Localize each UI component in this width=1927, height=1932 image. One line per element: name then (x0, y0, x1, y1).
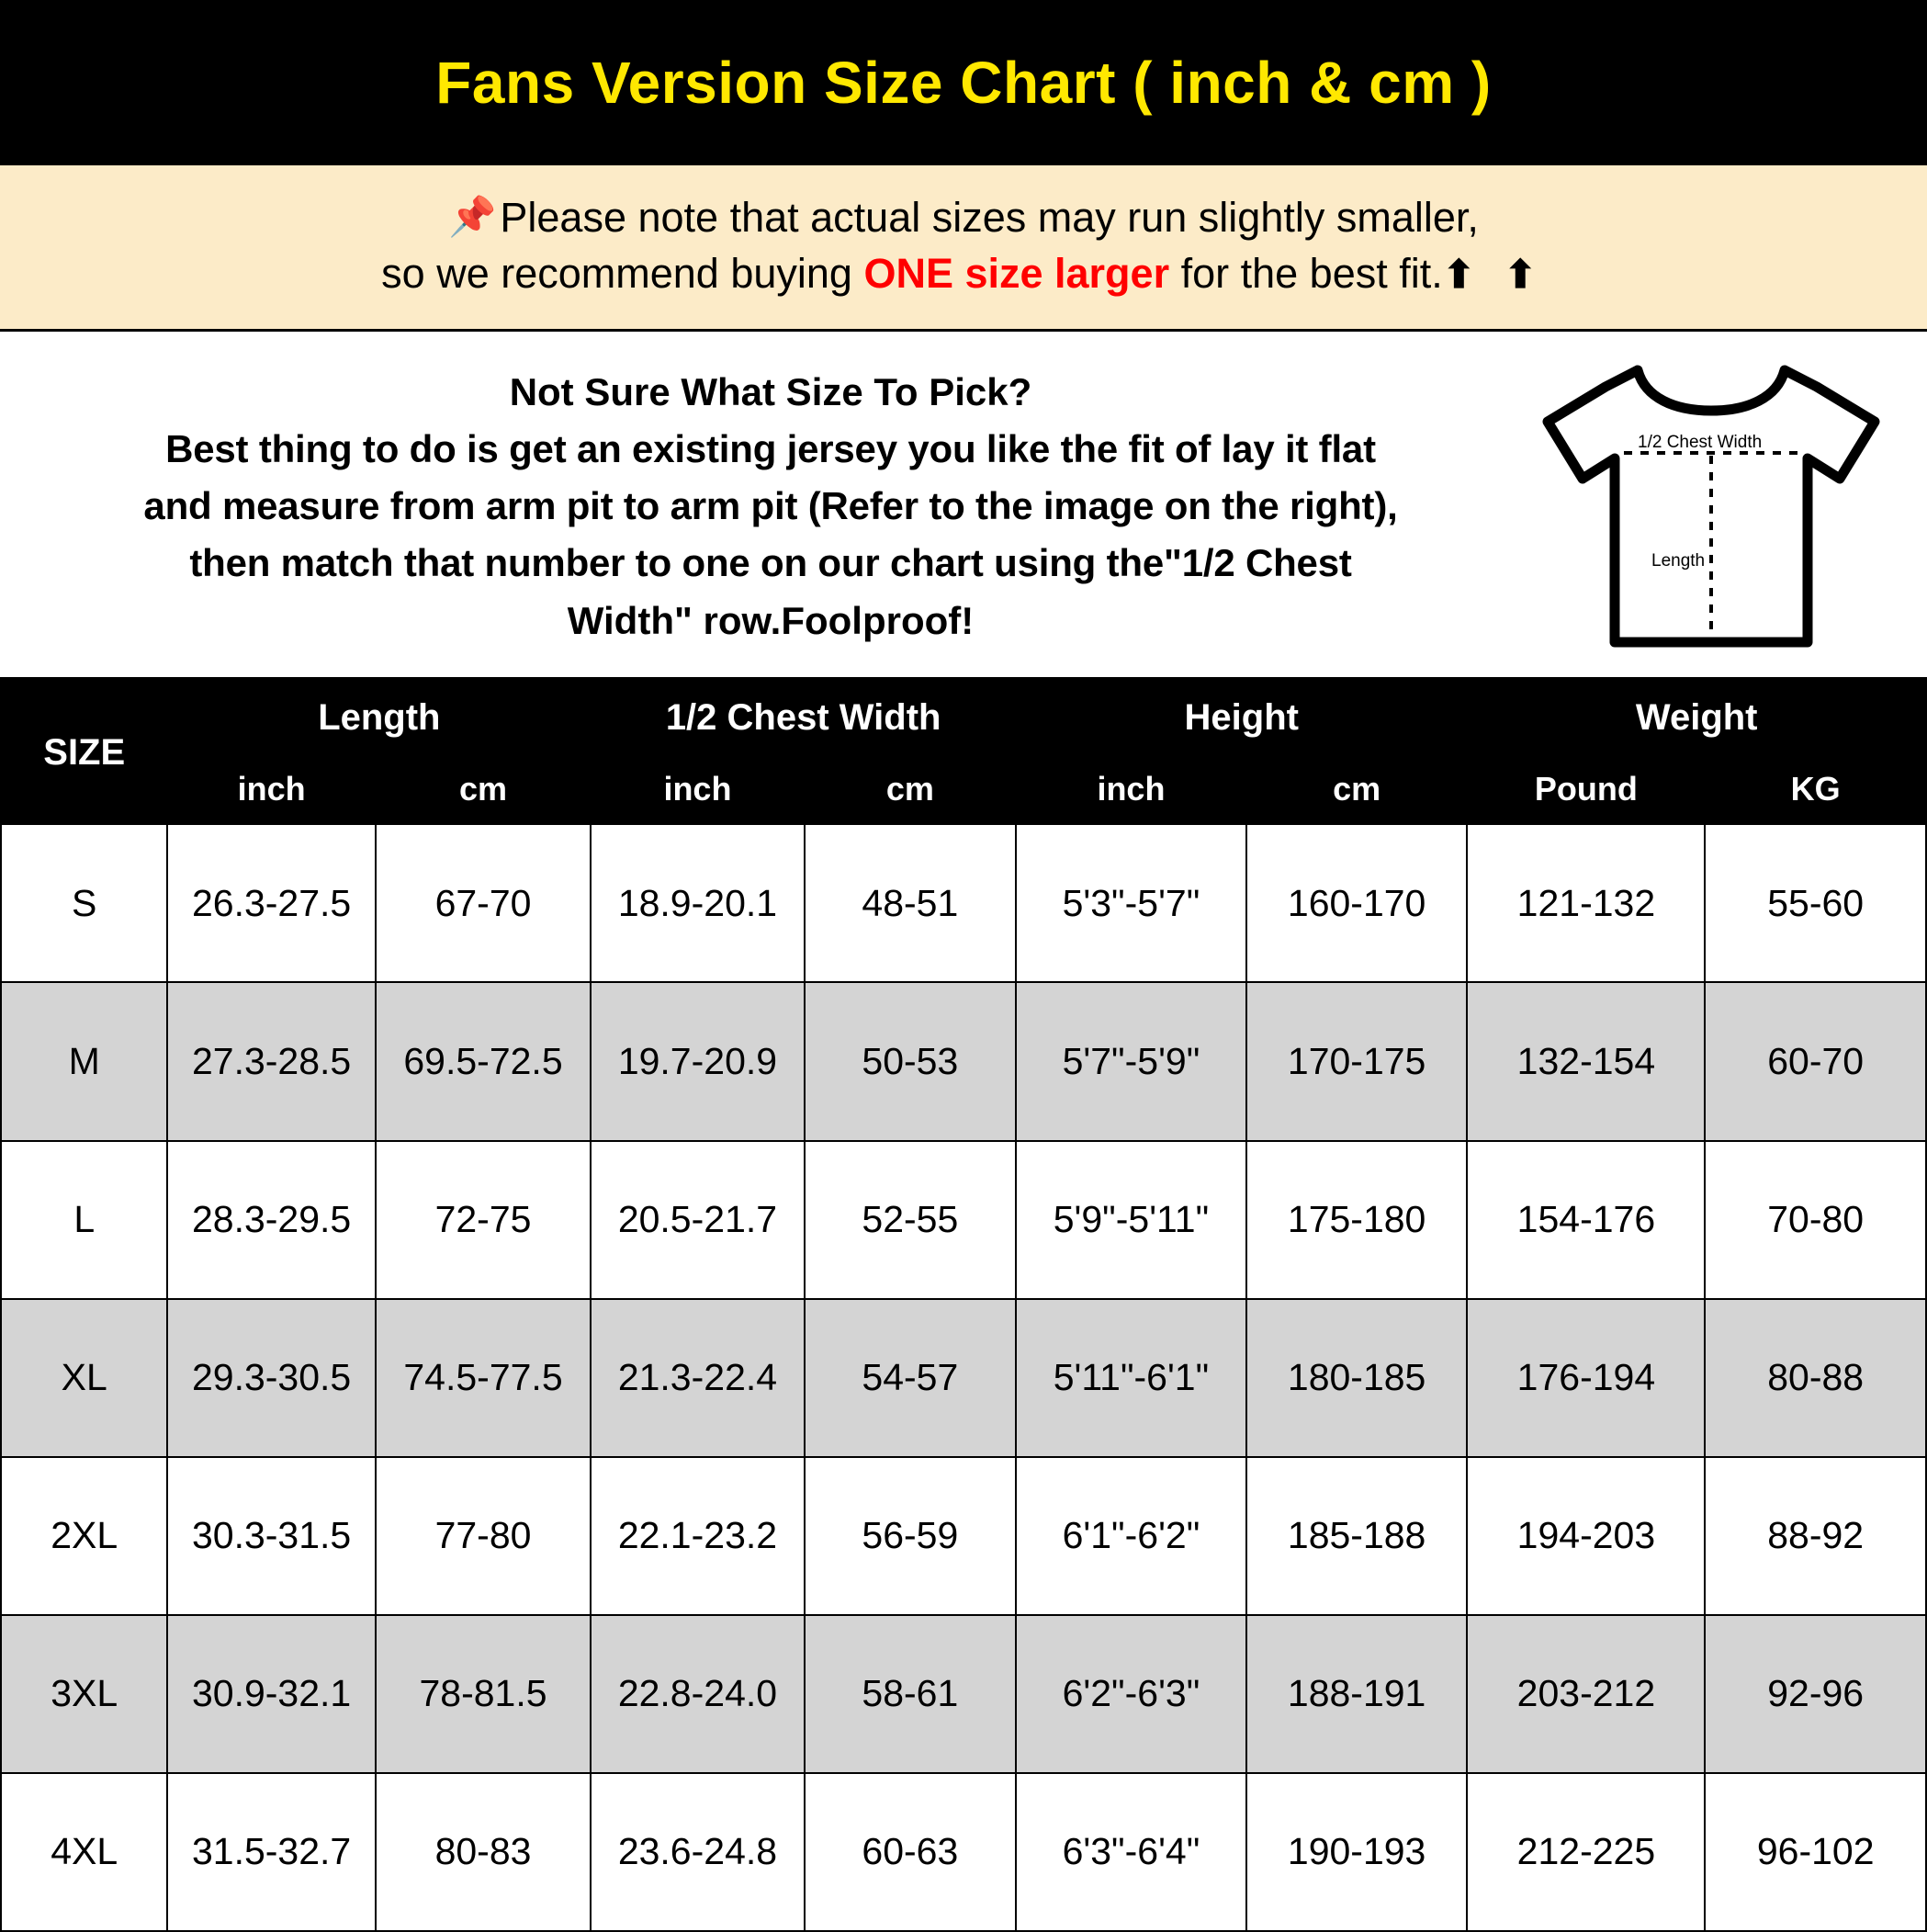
cell-chest-cm: 50-53 (805, 982, 1016, 1140)
size-table (0, 681, 1927, 1932)
cell-length-cm: 80-83 (376, 1773, 591, 1931)
cell-chest-cm: 60-63 (805, 1773, 1016, 1931)
cell-length-inch: 28.3-29.5 (167, 1141, 375, 1299)
subheader-height-cm: cm (1246, 754, 1468, 824)
instruction-text (18, 364, 1514, 650)
table-row (1, 1141, 1926, 1299)
table-head (1, 682, 1926, 824)
instruction-line-2: Best thing to do is get an existing jersey you like the fit of lay it flat (165, 427, 1376, 471)
cell-height-inch: 5'7"-5'9" (1016, 982, 1246, 1140)
cell-chest-cm: 48-51 (805, 824, 1016, 982)
cell-weight-pound: 154-176 (1467, 1141, 1705, 1299)
cell-height-inch: 5'11"-6'1" (1016, 1299, 1246, 1457)
cell-length-inch: 29.3-30.5 (167, 1299, 375, 1457)
cell-length-cm: 77-80 (376, 1457, 591, 1615)
table-group-header-row (1, 682, 1926, 754)
col-header-length: Length (167, 682, 591, 754)
size-note-band (0, 165, 1927, 332)
cell-height-inch: 6'3"-6'4" (1016, 1773, 1246, 1931)
cell-length-inch: 26.3-27.5 (167, 824, 375, 982)
cell-weight-pound: 212-225 (1467, 1773, 1705, 1931)
cell-weight-pound: 203-212 (1467, 1615, 1705, 1773)
subheader-length-inch: inch (167, 754, 375, 824)
cell-weight-kg: 70-80 (1705, 1141, 1926, 1299)
cell-length-inch: 30.9-32.1 (167, 1615, 375, 1773)
cell-height-cm: 175-180 (1246, 1141, 1468, 1299)
table-row (1, 824, 1926, 982)
cell-chest-cm: 58-61 (805, 1615, 1016, 1773)
col-header-weight: Weight (1467, 682, 1926, 754)
cell-height-cm: 185-188 (1246, 1457, 1468, 1615)
cell-size: S (1, 824, 167, 982)
tee-chest-label: 1/2 Chest Width (1638, 433, 1763, 453)
table-row (1, 1773, 1926, 1931)
cell-weight-kg: 92-96 (1705, 1615, 1926, 1773)
cell-height-cm: 188-191 (1246, 1615, 1468, 1773)
cell-weight-kg: 96-102 (1705, 1773, 1926, 1931)
cell-size: 2XL (1, 1457, 167, 1615)
tshirt-icon (1527, 350, 1895, 662)
cell-length-inch: 30.3-31.5 (167, 1457, 375, 1615)
note-line-2-after: for the best fit. (1169, 250, 1443, 298)
table-row (1, 1615, 1926, 1773)
table-row (1, 982, 1926, 1140)
subheader-height-inch: inch (1016, 754, 1246, 824)
instruction-line-3: and measure from arm pit to arm pit (Refer to the image on the right), (143, 484, 1398, 528)
cell-height-inch: 6'2"-6'3" (1016, 1615, 1246, 1773)
cell-weight-pound: 121-132 (1467, 824, 1705, 982)
table-row (1, 1457, 1926, 1615)
pushpin-icon: 📌 (448, 195, 497, 238)
cell-chest-cm: 54-57 (805, 1299, 1016, 1457)
cell-length-cm: 67-70 (376, 824, 591, 982)
cell-chest-inch: 22.8-24.0 (591, 1615, 804, 1773)
cell-weight-kg: 60-70 (1705, 982, 1926, 1140)
cell-height-inch: 5'3"-5'7" (1016, 824, 1246, 982)
cell-length-inch: 27.3-28.5 (167, 982, 375, 1140)
cell-height-cm: 190-193 (1246, 1773, 1468, 1931)
cell-chest-inch: 21.3-22.4 (591, 1299, 804, 1457)
subheader-length-cm: cm (376, 754, 591, 824)
page-title: Fans Version Size Chart ( inch & cm ) (435, 50, 1492, 116)
cell-weight-pound: 176-194 (1467, 1299, 1705, 1457)
cell-height-inch: 5'9"-5'11" (1016, 1141, 1246, 1299)
cell-weight-kg: 80-88 (1705, 1299, 1926, 1457)
note-line-2-before: so we recommend buying (381, 250, 864, 298)
cell-chest-cm: 52-55 (805, 1141, 1016, 1299)
cell-chest-inch: 23.6-24.8 (591, 1773, 804, 1931)
cell-chest-inch: 22.1-23.2 (591, 1457, 804, 1615)
cell-length-cm: 69.5-72.5 (376, 982, 591, 1140)
cell-size: 4XL (1, 1773, 167, 1931)
cell-weight-kg: 88-92 (1705, 1457, 1926, 1615)
table-row (1, 1299, 1926, 1457)
note-line-1 (37, 189, 1890, 245)
cell-length-inch: 31.5-32.7 (167, 1773, 375, 1931)
cell-height-cm: 180-185 (1246, 1299, 1468, 1457)
cell-length-cm: 78-81.5 (376, 1615, 591, 1773)
col-header-height: Height (1016, 682, 1467, 754)
cell-weight-pound: 132-154 (1467, 982, 1705, 1140)
cell-chest-inch: 20.5-21.7 (591, 1141, 804, 1299)
note-line-2 (37, 245, 1890, 301)
cell-height-inch: 6'1"-6'2" (1016, 1457, 1246, 1615)
table-body (1, 824, 1926, 1931)
note-highlight: ONE size larger (863, 250, 1170, 298)
instruction-line-1: Not Sure What Size To Pick? (509, 369, 1032, 413)
cell-size: L (1, 1141, 167, 1299)
cell-chest-inch: 19.7-20.9 (591, 982, 804, 1140)
cell-length-cm: 74.5-77.5 (376, 1299, 591, 1457)
cell-weight-pound: 194-203 (1467, 1457, 1705, 1615)
cell-size: 3XL (1, 1615, 167, 1773)
cell-chest-cm: 56-59 (805, 1457, 1016, 1615)
cell-chest-inch: 18.9-20.1 (591, 824, 804, 982)
tee-length-label: Length (1651, 551, 1706, 571)
cell-height-cm: 170-175 (1246, 982, 1468, 1140)
cell-weight-kg: 55-60 (1705, 824, 1926, 982)
subheader-chest-cm: cm (805, 754, 1016, 824)
instruction-line-4: then match that number to one on our chart using the"1/2 Chest (189, 541, 1352, 585)
col-header-size: SIZE (1, 682, 167, 824)
arrow-up-icon: ⬆ ⬆ (1442, 253, 1546, 297)
tshirt-diagram (1514, 350, 1909, 662)
cell-size: XL (1, 1299, 167, 1457)
chart-title-bar (0, 0, 1927, 165)
table-sub-header-row (1, 754, 1926, 824)
subheader-chest-inch: inch (591, 754, 804, 824)
subheader-weight-pound: Pound (1467, 754, 1705, 824)
note-line-1-text: Please note that actual sizes may run slightly smaller, (500, 194, 1479, 241)
measuring-instructions (0, 332, 1927, 681)
cell-size: M (1, 982, 167, 1140)
instruction-line-5: Width" row.Foolproof! (567, 598, 975, 642)
col-header-chest-width: 1/2 Chest Width (591, 682, 1016, 754)
cell-length-cm: 72-75 (376, 1141, 591, 1299)
cell-height-cm: 160-170 (1246, 824, 1468, 982)
subheader-weight-kg: KG (1705, 754, 1926, 824)
